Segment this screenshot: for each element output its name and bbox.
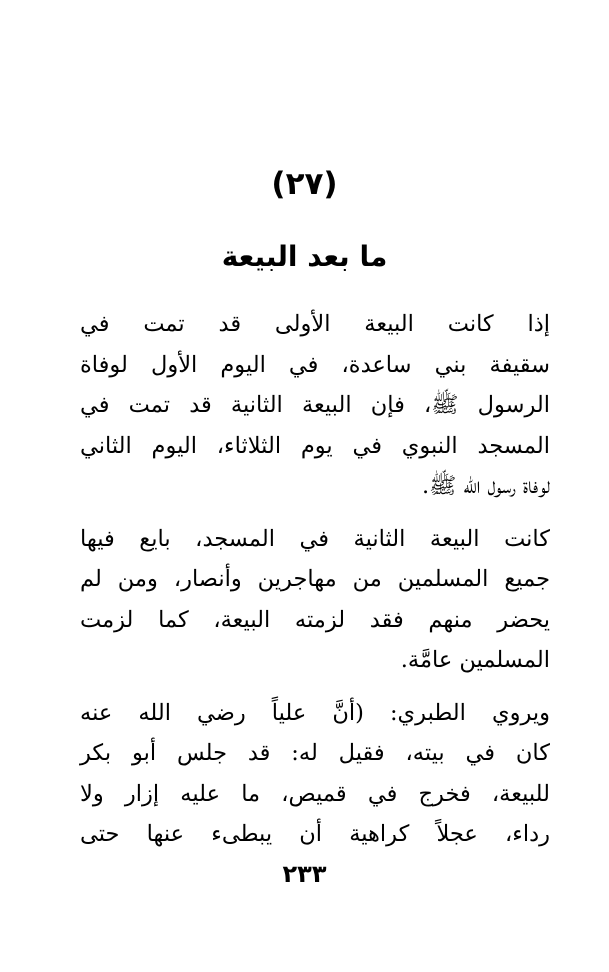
text-line: كان في بيته، فقيل له: قد جلس أبو بكر — [80, 740, 550, 766]
chapter-number: (٢٧) — [271, 166, 338, 202]
text-line: للبيعة، فخرج في قميص، ما عليه إزار ولا — [80, 780, 550, 807]
paragraph-2 — [80, 519, 550, 681]
text-line: كانت البيعة الثانية في المسجد، بايع فيها — [80, 525, 550, 552]
paragraph-3 — [80, 693, 550, 855]
body-text — [80, 304, 550, 867]
text-line: إذا كانت البيعة الأولى قد تمت في — [80, 311, 550, 337]
text-line: المسلمين عامَّة. — [400, 647, 550, 673]
text-line: سقيفة بني ساعدة، في اليوم الأول لوفاة — [80, 351, 550, 378]
chapter-title: ما بعد البيعة — [221, 240, 388, 273]
text-line: الرسول ﷺ، فإن البيعة الثانية قد تمت في — [80, 392, 550, 418]
text-line: لوفاة رسول الله ﷺ. — [422, 473, 550, 499]
text-line: المسجد النبوي في يوم الثلاثاء، اليوم الثاني — [80, 432, 550, 459]
paragraph-1 — [80, 304, 550, 507]
text-line: رداء، عجلاً كراهية أن يبطىء عنها حتى — [80, 821, 550, 847]
page-number: ٢٣٣ — [282, 860, 327, 888]
text-line: جميع المسلمين من مهاجرين وأنصار، ومن لم — [80, 566, 550, 592]
text-line: يحضر منهم فقد لزمته البيعة، كما لزمت — [80, 606, 550, 633]
text-line: ويروي الطبري: (أنَّ علياً رضي الله عنه — [80, 699, 550, 726]
